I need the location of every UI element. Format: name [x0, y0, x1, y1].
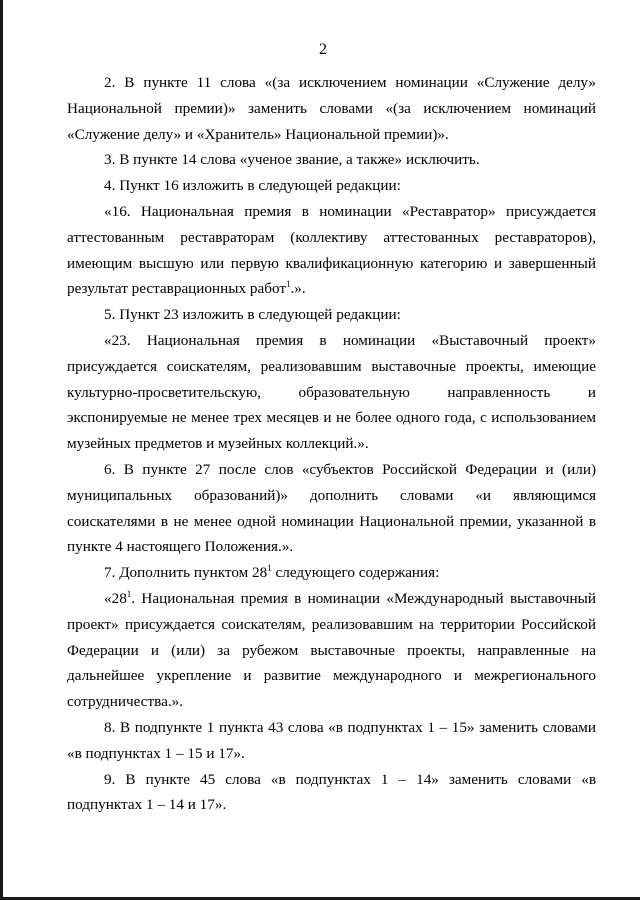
- superscript-marker: 1: [126, 588, 132, 599]
- paragraph-4-quote: [67, 199, 596, 302]
- paragraph-4-quote-end: .».: [290, 280, 306, 298]
- paragraph-7-quote-start: «28: [104, 589, 127, 607]
- paragraph-4-quote-text: «16. Национальная премия в номинации «Реставратор» присуждается аттестованным реставраторам (коллективу аттестованных реставраторов), имеющим высшую или первую квалификационную категорию и завершенный результат реставрационных работ: [67, 202, 596, 298]
- paragraph-3: 3. В пункте 14 слова «ученое звание, а также» исключить.: [104, 151, 480, 169]
- page-number: 2: [319, 41, 327, 58]
- paragraph-4: 4. Пункт 16 изложить в следующей редакции:: [104, 177, 401, 195]
- paragraph-6: 6. В пункте 27 после слов «субъектов Российской Федерации и (или) муниципальных образований)» дополнить словами «и являющимся соискателями в не менее одной номинации Национальной премии, указанной в пункте 4 настоящего Положения.».: [67, 460, 596, 556]
- superscript-marker: 1: [267, 563, 272, 574]
- paragraph-7: [67, 560, 596, 586]
- paragraph-5: 5. Пункт 23 изложить в следующей редакции:: [104, 306, 401, 324]
- paragraph-7-quote: [67, 586, 596, 715]
- paragraph-5-quote: «23. Национальная премия в номинации «Выставочный проект» присуждается соискателям, реализовавшим выставочные проекты, имеющие культурно-просветительскую, образовательную направленность и экспонируемые не менее трех месяцев и не более одного года, с использованием музейных предметов и музейных коллекций.».: [67, 331, 596, 453]
- footnote-marker: 1: [285, 279, 291, 290]
- paragraph-7-text: 7. Дополнить пунктом 28: [104, 564, 268, 582]
- paragraph-9: 9. В пункте 45 слова «в подпунктах 1 – 14» заменить словами «в подпунктах 1 – 14 и 17».: [67, 770, 596, 814]
- paragraph-7-end: следующего содержания:: [271, 564, 440, 582]
- paragraph-2: 2. В пункте 11 слова «(за исключением номинации «Служение делу» Национальной премии)» заменить словами «(за исключением номинаций «Служение делу» и «Хранитель» Национальной премии)».: [67, 74, 596, 143]
- document-body: [67, 70, 596, 818]
- paragraph-8: 8. В подпункте 1 пункта 43 слова «в подпунктах 1 – 15» заменить словами «в подпунктах 1 – 15 и 17».: [67, 718, 596, 762]
- paragraph-7-quote-text: . Национальная премия в номинации «Международный выставочный проект» присуждается соискателям, реализовавшим на территории Российской Федерации и (или) за рубежом выставочные проекты, направленные на дальнейшее укрепление и развитие международного и межрегионального сотрудничества.».: [67, 589, 596, 711]
